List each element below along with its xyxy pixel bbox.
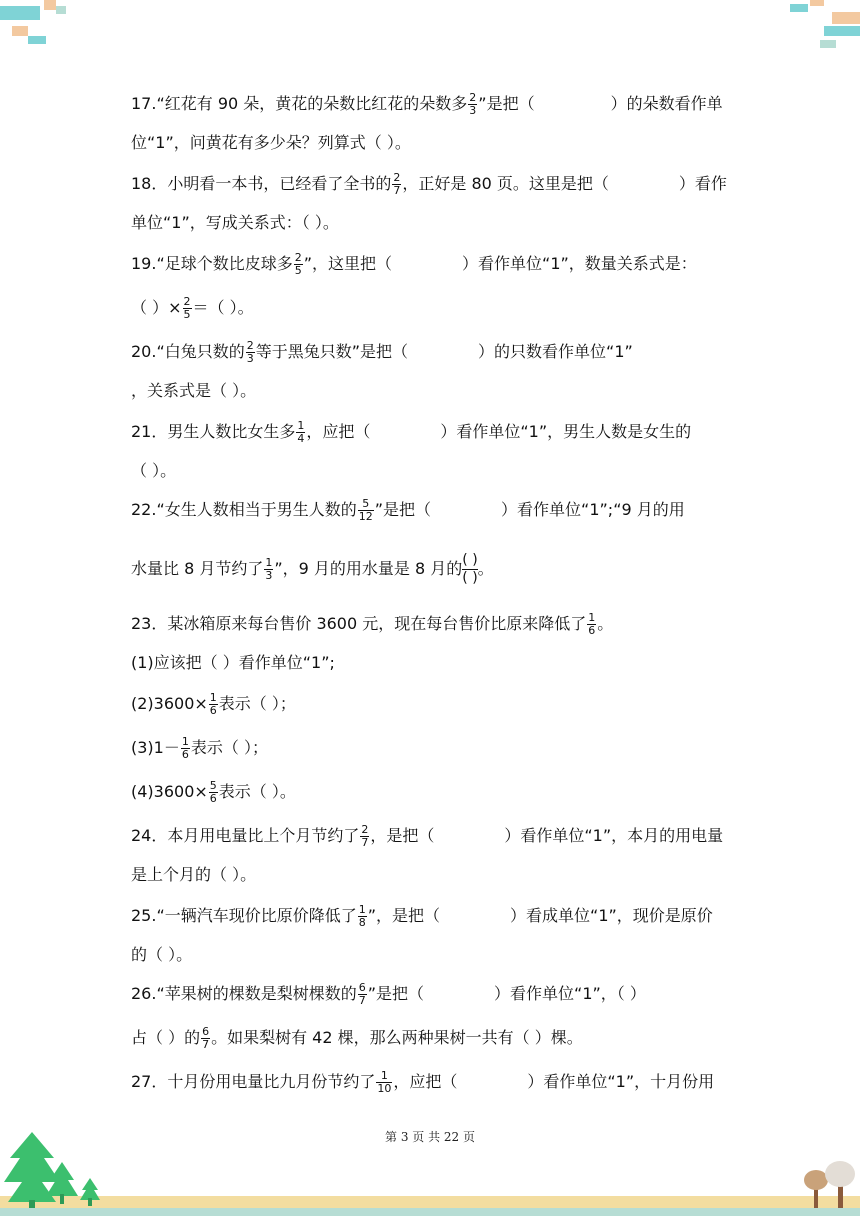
- fraction: $\frac{1}{6}$: [588, 611, 596, 637]
- pine-trees-icon: [0, 1128, 110, 1208]
- q22-line2: 水量比 8 月节约了 $\frac{1}{3}$ ”，9 月的用水量是 8 月的 ( ) ( ) 。: [131, 552, 494, 586]
- q20-line2: ，关系式是（ ）。: [131, 381, 257, 400]
- fraction: $\frac{2}{5}$: [183, 295, 191, 321]
- fraction: $\frac{1}{8}$: [358, 903, 366, 929]
- fraction: $\frac{2}{5}$: [294, 251, 302, 277]
- q20-line1: 20.“白兔只数的 $\frac{2}{3}$ 等于黑兔只数”是把（ ）的只数看作单位“1”: [131, 339, 633, 365]
- fraction: $\frac{5}{6}$: [209, 779, 217, 805]
- page-number: 第 3 页 共 22 页: [385, 1130, 475, 1144]
- round-trees-icon: [800, 1160, 860, 1210]
- corner-decoration-left: [0, 0, 80, 50]
- fraction: $\frac{2}{3}$: [469, 91, 477, 117]
- fraction: $\frac{2}{7}$: [361, 823, 369, 849]
- ground-strip: [0, 1196, 860, 1208]
- q23-part2: (2)3600× $\frac{1}{6}$ 表示（ ）；: [131, 691, 296, 717]
- q19-line2: （ ）× $\frac{2}{5}$ ＝（ ）。: [131, 295, 254, 321]
- q18-line2: 单位“1”，写成关系式：（ ）。: [131, 213, 339, 232]
- q21-line2: （ ）。: [131, 461, 177, 480]
- q17-line1: 17.“红花有 90 朵，黄花的朵数比红花的朵数多 $\frac{2}{3}$ ”是把（ ）的朵数看作单: [131, 91, 723, 117]
- fraction: $\frac{1}{10}$: [377, 1069, 392, 1095]
- q17-line2: 位“1”，问黄花有多少朵？列算式（ ）。: [131, 133, 411, 152]
- q18-line1: 18．小明看一本书，已经看了全书的 $\frac{2}{7}$ ，正好是 80 页。这里是把（ ）看作: [131, 171, 727, 197]
- q22-line1: 22.“女生人数相当于男生人数的 $\frac{5}{12}$ ”是把（ ）看作单位“1”;“9 月的用: [131, 497, 685, 523]
- q27-line1: 27．十月份用电量比九月份节约了 $\frac{1}{10}$ ，应把（ ）看作单位“1”，十月份用: [131, 1069, 715, 1095]
- q23-part1: (1)应该把（ ）看作单位“1”;: [131, 653, 335, 672]
- q26-line2: 占（ ）的 $\frac{6}{7}$ 。如果梨树有 42 棵，那么两种果树一共有（ ）棵。: [131, 1025, 583, 1051]
- fraction: $\frac{1}{6}$: [209, 691, 217, 717]
- fraction: $\frac{2}{3}$: [246, 339, 254, 365]
- fraction: $\frac{2}{7}$: [393, 171, 401, 197]
- blank-fraction: ( ) ( ): [462, 552, 478, 586]
- q23-part3: (3)1－ $\frac{1}{6}$ 表示（ ）；: [131, 735, 268, 761]
- q19-line1: 19.“足球个数比皮球多 $\frac{2}{5}$ ”，这里把（ ）看作单位“1”，数量关系式是：: [131, 251, 697, 277]
- q25-line2: 的（ ）。: [131, 945, 193, 964]
- corner-decoration-right: [780, 0, 860, 50]
- q25-line1: 25.“一辆汽车现价比原价降低了 $\frac{1}{8}$ ”，是把（ ）看成单位“1”，现价是原价: [131, 903, 713, 929]
- ground-strip-bottom: [0, 1208, 860, 1216]
- q26-line1: 26.“苹果树的棵数是梨树棵数的 $\frac{6}{7}$ ”是把（ ）看作单位“1”，（ ）: [131, 981, 646, 1007]
- fraction: $\frac{5}{12}$: [358, 497, 373, 523]
- fraction: $\frac{6}{7}$: [358, 981, 366, 1007]
- q24-line1: 24．本月用电量比上个月节约了 $\frac{2}{7}$ ，是把（ ）看作单位“1”，本月的用电量: [131, 823, 724, 849]
- q21-line1: 21．男生人数比女生多 $\frac{1}{4}$ ，应把（ ）看作单位“1”，男生人数是女生的: [131, 419, 692, 445]
- fraction: $\frac{6}{7}$: [202, 1025, 210, 1051]
- q23-stem: 23．某冰箱原来每台售价 3600 元，现在每台售价比原来降低了 $\frac{1}{6}$ 。: [131, 611, 614, 637]
- fraction: $\frac{1}{3}$: [265, 556, 273, 582]
- q23-part4: (4)3600× $\frac{5}{6}$ 表示（ ）。: [131, 779, 296, 805]
- fraction: $\frac{1}{6}$: [181, 735, 189, 761]
- fraction: $\frac{1}{4}$: [297, 419, 305, 445]
- q24-line2: 是上个月的（ ）。: [131, 865, 257, 884]
